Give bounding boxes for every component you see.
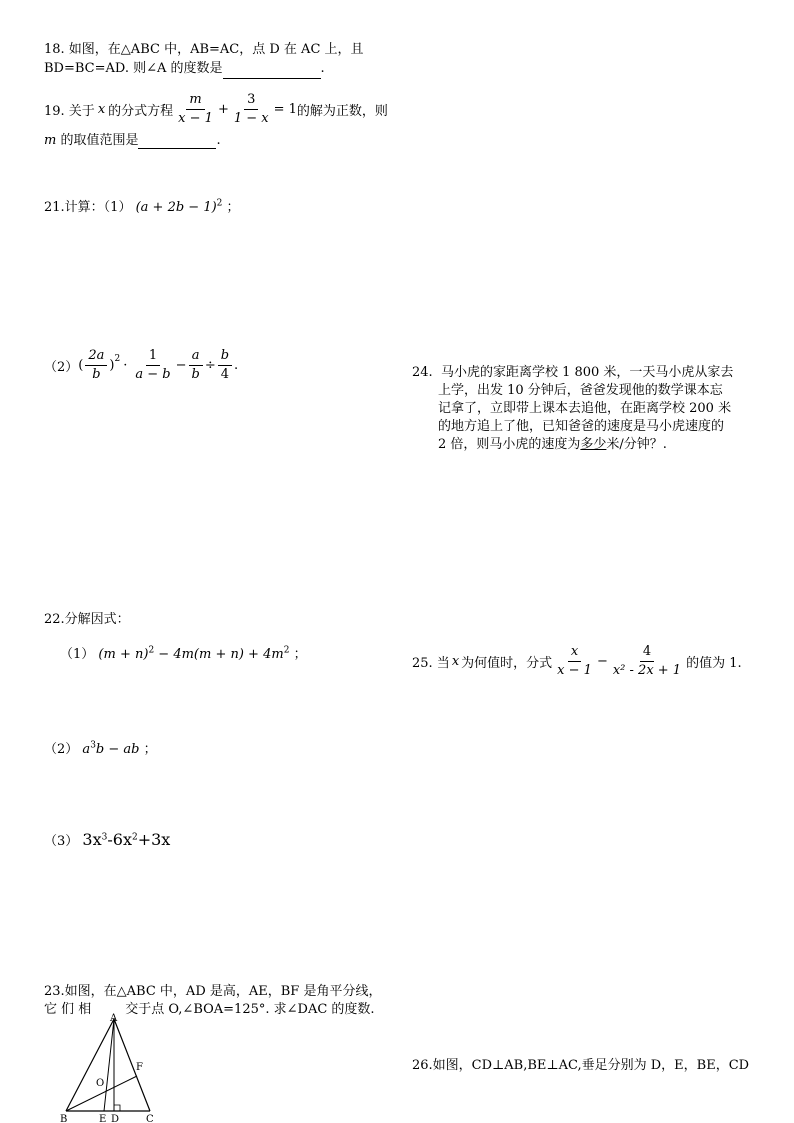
question-21-part-1 bbox=[44, 196, 240, 215]
q19-fraction-2 bbox=[231, 92, 272, 127]
q21-exp: 2 bbox=[216, 198, 223, 209]
q22-p2-label: （2） bbox=[44, 742, 79, 757]
q24-l5b: 米/分钟？. bbox=[606, 437, 667, 452]
question-22-part-3 bbox=[44, 830, 170, 849]
q21-p2-f1-den: b bbox=[92, 367, 101, 382]
q22-p1-mid: − 4m(m + n) + 4m bbox=[154, 647, 284, 662]
fig-label-e: E bbox=[99, 1114, 107, 1122]
q21-p2-exp: 2 bbox=[114, 354, 121, 364]
q22-p1-exp2: 2 bbox=[283, 645, 290, 656]
fig-bisector-ae bbox=[104, 1019, 114, 1111]
question-22-part-2 bbox=[44, 738, 157, 757]
q19-equals: = 1 bbox=[273, 102, 297, 117]
q21-label: 21.计算：（1） bbox=[44, 200, 132, 215]
q21-p2-fraction-1 bbox=[85, 348, 107, 383]
q21-p2-label: （2） bbox=[44, 360, 79, 375]
q22-p1-exp: 2 bbox=[148, 645, 155, 656]
q21-p2-fraction-2 bbox=[132, 348, 173, 383]
question-18 bbox=[44, 40, 364, 79]
q21-p2-end: . bbox=[234, 358, 239, 373]
q19-prefix: 19. 关于 bbox=[44, 104, 95, 119]
q25-prefix: 25. 当 bbox=[412, 656, 450, 671]
q24-line-5 bbox=[412, 436, 752, 454]
q25-f2-num: 4 bbox=[640, 644, 654, 662]
question-21-part-2: （2） ( $\frac{2a}{b}$ ) 2 · $\frac{1}{a - b}$ − $\frac{a}{b}$ ÷ $\frac{b}{4}$ . bbox=[44, 348, 239, 382]
fig-label-b: B bbox=[60, 1114, 68, 1122]
q22-p2-end: ； bbox=[143, 742, 157, 757]
fig-label-d: D bbox=[111, 1114, 120, 1122]
question-25 bbox=[412, 644, 742, 679]
q19-mid: 的分式方程 bbox=[108, 104, 174, 119]
q21-p2-div: ÷ bbox=[204, 358, 216, 373]
q24-l1: 马小虎的家距离学校 1 800 米，一天马小虎从家去 bbox=[440, 365, 734, 380]
fig-side-ab bbox=[66, 1019, 114, 1111]
q25-f1-num: x bbox=[568, 644, 581, 662]
q21-p2-f2-num: 1 bbox=[146, 348, 160, 366]
question-24 bbox=[412, 364, 752, 454]
fig-label-f: F bbox=[136, 1062, 143, 1073]
q22-p3-e1: 3 bbox=[101, 832, 108, 843]
q22-p1-end: ； bbox=[293, 647, 307, 662]
q24-l2: 上学，出发 10 分钟后，爸爸发现他的数学课本忘 bbox=[438, 383, 723, 398]
q21-p2-minus: − bbox=[175, 358, 187, 373]
q22-p2-a: a bbox=[82, 742, 91, 757]
q19-line2 bbox=[44, 129, 388, 149]
q21-p2-f3-den: b bbox=[191, 367, 200, 382]
q21-p2-f4-num: b bbox=[218, 348, 232, 366]
q22-p3-e2: 2 bbox=[131, 832, 138, 843]
q22-p1-label: （1） bbox=[60, 647, 95, 662]
q21-p2-fraction-3 bbox=[188, 348, 202, 383]
q19-end: . bbox=[216, 133, 221, 148]
q21-p2-f2-den: a − b bbox=[135, 367, 171, 382]
q25-fraction-1 bbox=[554, 644, 595, 679]
q19-line1 bbox=[44, 92, 388, 127]
q21-p2-fraction-4 bbox=[218, 348, 232, 383]
q21-end: ； bbox=[226, 200, 240, 215]
q18-line2 bbox=[44, 59, 364, 79]
q19-line2-text: 的取值范围是 bbox=[60, 133, 139, 148]
fig-label-c: C bbox=[146, 1114, 154, 1122]
q19-frac1-num: m bbox=[186, 92, 204, 110]
q18-end: . bbox=[320, 61, 325, 76]
q18-line1: 18. 如图，在△ABC 中，AB=AC，点 D 在 AC 上，且 bbox=[44, 42, 364, 57]
q23-line2a: 它 们 相 bbox=[44, 1002, 92, 1017]
q22-p3-b: -6x bbox=[107, 830, 132, 849]
q24-number: 24. bbox=[412, 365, 433, 380]
q25-f2-den: x² - 2x + 1 bbox=[612, 663, 682, 678]
question-22-part-1 bbox=[60, 643, 307, 662]
q25-mid: 为何值时，分式 bbox=[461, 656, 553, 671]
q21-p2-f3-num: a bbox=[189, 348, 203, 366]
q23-triangle-figure bbox=[56, 1012, 166, 1122]
q19-answer-blank[interactable] bbox=[138, 133, 216, 149]
q19-frac2-den: 1 − x bbox=[233, 111, 269, 126]
q19-var-x: x bbox=[97, 102, 106, 117]
fig-side-ac bbox=[114, 1019, 150, 1111]
q19-fraction-1 bbox=[175, 92, 216, 127]
q21-p2-f1-num: 2a bbox=[85, 348, 107, 366]
question-26: 26.如图，CD⊥AB,BE⊥AC,垂足分别为 D，E，BE，CD bbox=[412, 1058, 750, 1073]
q21-p2-f4-den: 4 bbox=[220, 367, 230, 382]
q24-l5u: 多少 bbox=[580, 437, 607, 452]
q24-line-1 bbox=[412, 364, 752, 382]
q22-p3-label: （3） bbox=[44, 834, 79, 849]
q25-f1-den: x − 1 bbox=[557, 663, 592, 678]
q22-title: 22.分解因式： bbox=[44, 612, 130, 627]
q22-p2-exp: 3 bbox=[90, 740, 96, 751]
fig-label-o: O bbox=[96, 1078, 105, 1089]
q25-suffix: 的值为 1. bbox=[686, 656, 742, 671]
q23-line1: 23.如图，在△ABC 中，AD 是高，AE，BF 是角平分线， bbox=[44, 984, 382, 999]
q25-fraction-2 bbox=[610, 644, 684, 679]
q25-minus: − bbox=[596, 654, 608, 669]
q19-plus: + bbox=[217, 102, 229, 117]
q22-p3-a: 3x bbox=[82, 830, 102, 849]
q25-var-x: x bbox=[451, 654, 460, 669]
fig-label-a: A bbox=[110, 1013, 118, 1024]
q21-p2-dot: · bbox=[123, 358, 128, 373]
question-19 bbox=[44, 92, 388, 149]
q19-frac2-num: 3 bbox=[244, 92, 258, 110]
q19-frac1-den: x − 1 bbox=[178, 111, 213, 126]
q19-var-m: m bbox=[44, 133, 57, 148]
q24-l3: 记拿了，立即带上课本去追他，在距离学校 200 米 bbox=[438, 401, 732, 416]
q24-l5a: 2 倍，则马小虎的速度为 bbox=[438, 437, 581, 452]
q23-line2b: 交于点 O,∠BOA=125°. 求∠DAC 的度数. bbox=[125, 1002, 375, 1017]
fig-right-angle-mark bbox=[114, 1105, 120, 1111]
q24-l4: 的地方追上了他，已知爸爸的速度是马小虎速度的 bbox=[438, 419, 725, 434]
q22-p2-rest: b − ab bbox=[95, 742, 140, 757]
q21-expr: (a + 2b − 1) bbox=[135, 200, 217, 215]
q22-p3-c: +3x bbox=[137, 830, 171, 849]
q18-answer-blank[interactable] bbox=[223, 59, 321, 79]
q19-suffix: 的解为正数，则 bbox=[296, 104, 388, 119]
q22-p1-expr: (m + n) bbox=[98, 647, 149, 662]
q18-line2-text: BD=BC=AD. 则∠A 的度数是 bbox=[44, 61, 223, 76]
